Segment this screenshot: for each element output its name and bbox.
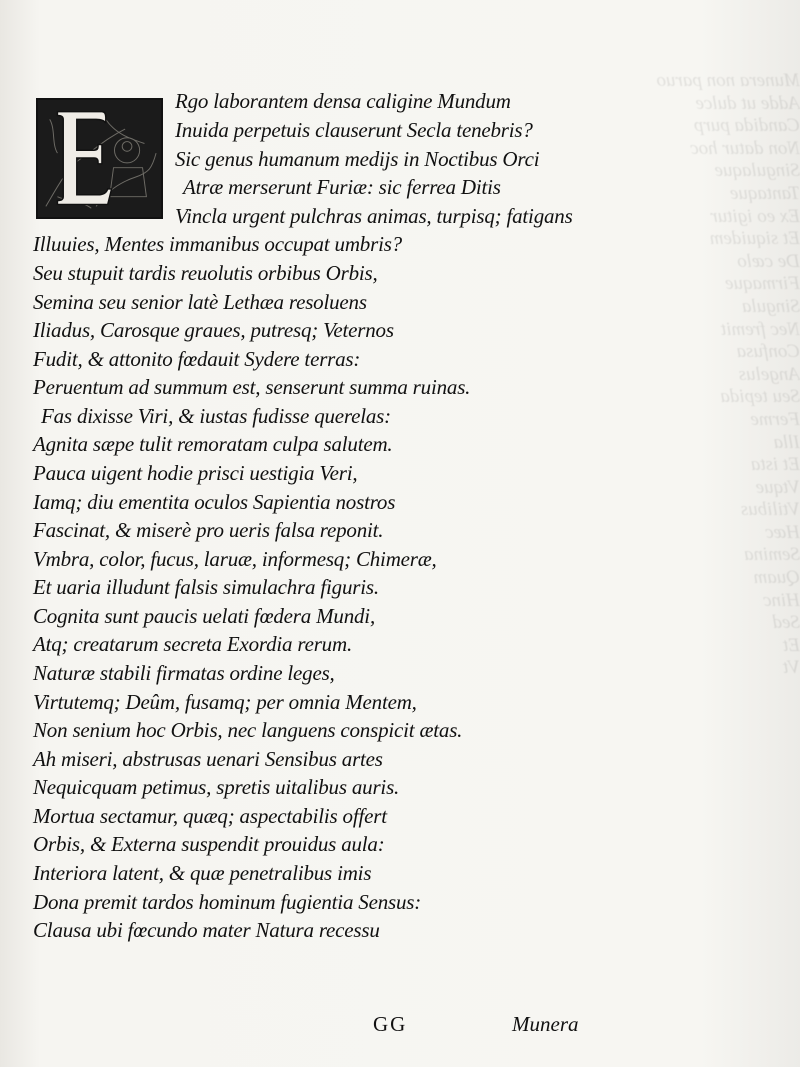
verse-line: Vmbra, color, fucus, laruæ, informesq; Chimeræ,	[33, 547, 437, 571]
verse-line: Atq; creatarum secreta Exordia rerum.	[33, 632, 353, 656]
verse-line: Semina seu senior latè Lethæa resoluens	[33, 290, 367, 314]
verse-line: Et uaria illudunt falsis simulachra figuris.	[33, 575, 379, 599]
verse-line: Pauca uigent hodie prisci uestigia Veri,	[33, 461, 358, 485]
verse-line: Peruentum ad summum est, senserunt summa ruinas.	[33, 375, 471, 399]
verse-line: Interiora latent, & quæ penetralibus imis	[33, 861, 372, 885]
verse-line: Nequicquam petimus, spretis uitalibus auris.	[33, 775, 400, 799]
catchword: Munera	[512, 1012, 579, 1036]
verse-line: Sic genus humanum medijs in Noctibus Orci	[175, 147, 540, 171]
verse-line: Iamq; diu ementita oculos Sapientia nostros	[33, 490, 396, 514]
verse-line: Mortua sectamur, quæq; aspectabilis offert	[33, 804, 387, 828]
verse-line: Illuuies, Mentes immanibus occupat umbris?	[33, 232, 402, 256]
verse-line: Seu stupuit tardis reuolutis orbibus Orbis,	[33, 261, 378, 285]
decorated-initial	[36, 98, 163, 219]
verse-line: Vincla urgent pulchras animas, turpisq; fatigans	[175, 204, 573, 228]
verse-line: Naturæ stabili firmatas ordine leges,	[33, 661, 335, 685]
verse-line: Non senium hoc Orbis, nec languens conspicit ætas.	[33, 718, 463, 742]
verse-line: Agnita sæpe tulit remoratam culpa salutem.	[33, 432, 393, 456]
show-through-text: Munera non paruo Adde ut dulce Candida purp Non datur hoc Singulaque Tantaque Ex eo igitur Et siquidem De cælo Firmaque Singula Nec fremit Confusa Angelus Seu tepida Ferme Illa Et ista Vtque Vtilibus Hæc Semina Quam Hinc Sed Et Vt	[656, 70, 800, 679]
verse-line: Fas dixisse Viri, & iustas fudisse querelas:	[41, 404, 391, 428]
verse-line: Iliadus, Carosque graues, putresq; Veternos	[33, 318, 394, 342]
verse-line: Cognita sunt paucis uelati fœdera Mundi,	[33, 604, 375, 628]
verse-line: Virtutemq; Deûm, fusamq; per omnia Mentem,	[33, 690, 417, 714]
verse-line: Inuida perpetuis clauserunt Secla tenebris?	[175, 118, 533, 142]
initial-letter-woodcut	[38, 100, 161, 217]
verse-line: Rgo laborantem densa caligine Mundum	[175, 89, 511, 113]
verse-line: Ah miseri, abstrusas uenari Sensibus artes	[33, 747, 383, 771]
verse-line: Atræ merserunt Furiæ: sic ferrea Ditis	[183, 175, 501, 199]
verse-line: Orbis, & Externa suspendit prouidus aula:	[33, 832, 385, 856]
verse-line: Dona premit tardos hominum fugientia Sensus:	[33, 890, 422, 914]
verse-line: Clausa ubi fœcundo mater Natura recessu	[33, 918, 380, 942]
verse-line: Fudit, & attonito fœdauit Sydere terras:	[33, 347, 361, 371]
signature-mark: GG	[373, 1012, 408, 1036]
verse-line: Fascinat, & miserè pro ueris falsa reponit.	[33, 518, 384, 542]
